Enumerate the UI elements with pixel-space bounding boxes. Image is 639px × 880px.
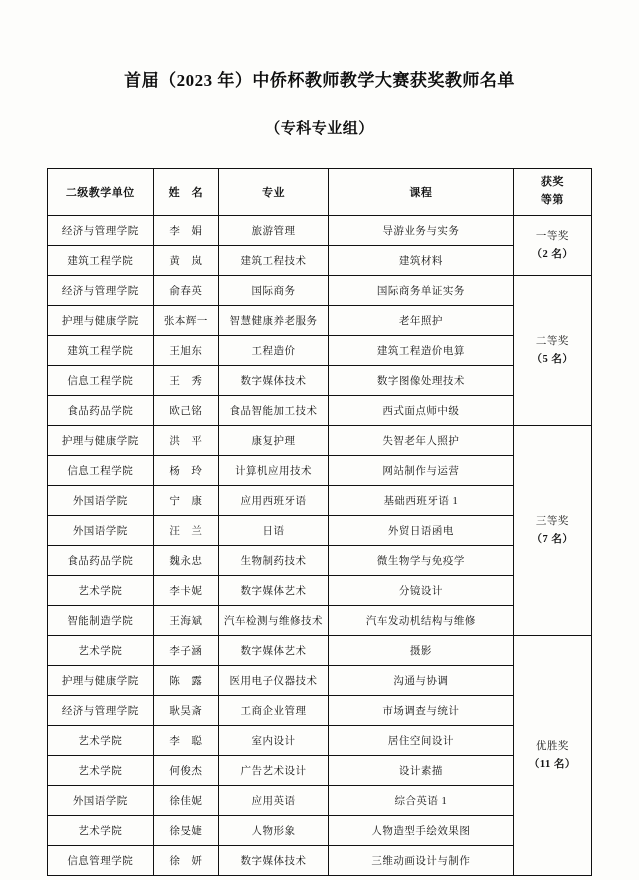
cell-major: 应用英语 [219, 786, 329, 816]
cell-course: 基础西班牙语 1 [328, 486, 513, 516]
table-row [48, 486, 592, 516]
cell-name: 徐 妍 [153, 846, 218, 876]
cell-unit: 艺术学院 [48, 576, 154, 606]
cell-course: 汽车发动机结构与维修 [328, 606, 513, 636]
table-row [48, 636, 592, 666]
cell-name: 欧己铭 [153, 396, 218, 426]
cell-unit: 建筑工程学院 [48, 336, 154, 366]
cell-unit: 食品药品学院 [48, 546, 154, 576]
award-table [47, 168, 592, 876]
cell-unit: 建筑工程学院 [48, 246, 154, 276]
table-row [48, 216, 592, 246]
cell-name: 徐佳妮 [153, 786, 218, 816]
cell-name: 洪 平 [153, 426, 218, 456]
table-row [48, 846, 592, 876]
award-grade-label: 三等奖 [535, 515, 569, 527]
cell-unit: 护理与健康学院 [48, 426, 154, 456]
table-row [48, 726, 592, 756]
cell-course: 沟通与协调 [328, 666, 513, 696]
cell-course: 分镜设计 [328, 576, 513, 606]
column-header-major: 专业 [219, 169, 329, 216]
cell-major: 工程造价 [219, 336, 329, 366]
cell-course: 三维动画设计与制作 [328, 846, 513, 876]
table-header-row [48, 169, 592, 216]
cell-unit: 信息管理学院 [48, 846, 154, 876]
award-grade-label: 一等奖 [535, 230, 569, 242]
cell-course: 摄影 [328, 636, 513, 666]
column-header-award [513, 169, 591, 216]
cell-name: 黄 岚 [153, 246, 218, 276]
cell-major: 食品智能加工技术 [219, 396, 329, 426]
cell-major: 数字媒体艺术 [219, 636, 329, 666]
cell-course: 综合英语 1 [328, 786, 513, 816]
cell-unit: 艺术学院 [48, 756, 154, 786]
cell-name: 徐旻婕 [153, 816, 218, 846]
table-row [48, 786, 592, 816]
cell-name: 王 秀 [153, 366, 218, 396]
cell-course: 失智老年人照护 [328, 426, 513, 456]
cell-major: 国际商务 [219, 276, 329, 306]
cell-unit: 经济与管理学院 [48, 696, 154, 726]
cell-major: 建筑工程技术 [219, 246, 329, 276]
cell-unit: 信息工程学院 [48, 366, 154, 396]
cell-course: 居住空间设计 [328, 726, 513, 756]
table-row [48, 426, 592, 456]
table-header [48, 169, 592, 216]
table-row [48, 516, 592, 546]
table-row [48, 366, 592, 396]
cell-unit: 护理与健康学院 [48, 666, 154, 696]
cell-major: 数字媒体技术 [219, 366, 329, 396]
cell-name: 张本辉一 [153, 306, 218, 336]
cell-unit: 经济与管理学院 [48, 216, 154, 246]
cell-award-grade [513, 216, 591, 276]
cell-major: 医用电子仪器技术 [219, 666, 329, 696]
cell-name: 耿昊斎 [153, 696, 218, 726]
column-header-unit: 二级教学单位 [48, 169, 154, 216]
cell-award-grade [513, 276, 591, 426]
table-row [48, 306, 592, 336]
cell-course: 人物造型手绘效果图 [328, 816, 513, 846]
cell-course: 导游业务与实务 [328, 216, 513, 246]
cell-course: 老年照护 [328, 306, 513, 336]
cell-major: 工商企业管理 [219, 696, 329, 726]
cell-course: 西式面点师中级 [328, 396, 513, 426]
table-row [48, 816, 592, 846]
cell-course: 数字图像处理技术 [328, 366, 513, 396]
page-title: 首届（2023 年）中侨杯教师教学大赛获奖教师名单 [124, 71, 515, 90]
cell-name: 李卡妮 [153, 576, 218, 606]
column-header-award-line1: 获奖 [540, 176, 564, 189]
cell-major: 康复护理 [219, 426, 329, 456]
cell-major: 计算机应用技术 [219, 456, 329, 486]
cell-major: 智慧健康养老服务 [219, 306, 329, 336]
cell-unit: 食品药品学院 [48, 396, 154, 426]
page-subtitle: （专科专业组） [265, 121, 374, 137]
award-grade-label: 优胜奖 [535, 740, 569, 752]
cell-award-grade [513, 636, 591, 876]
cell-major: 室内设计 [219, 726, 329, 756]
award-grade-count: （2 名） [531, 248, 574, 260]
cell-name: 汪 兰 [153, 516, 218, 546]
cell-unit: 艺术学院 [48, 636, 154, 666]
cell-name: 陈 露 [153, 666, 218, 696]
cell-name: 魏永忠 [153, 546, 218, 576]
cell-major: 数字媒体技术 [219, 846, 329, 876]
cell-award-grade [513, 426, 591, 636]
cell-major: 日语 [219, 516, 329, 546]
cell-major: 数字媒体艺术 [219, 576, 329, 606]
table-row [48, 456, 592, 486]
cell-course: 网站制作与运营 [328, 456, 513, 486]
cell-course: 微生物学与免疫学 [328, 546, 513, 576]
table-row [48, 276, 592, 306]
award-grade-count: （5 名） [531, 353, 574, 365]
award-table-wrapper [47, 168, 592, 876]
award-grade-count: （11 名） [528, 758, 576, 770]
cell-name: 俞春英 [153, 276, 218, 306]
cell-name: 宁 康 [153, 486, 218, 516]
award-grade-label: 二等奖 [535, 335, 569, 347]
cell-unit: 护理与健康学院 [48, 306, 154, 336]
cell-name: 王旭东 [153, 336, 218, 366]
cell-major: 应用西班牙语 [219, 486, 329, 516]
table-row [48, 336, 592, 366]
cell-major: 生物制药技术 [219, 546, 329, 576]
cell-course: 设计素描 [328, 756, 513, 786]
cell-unit: 外国语学院 [48, 486, 154, 516]
column-header-award-line2: 等第 [540, 194, 564, 206]
cell-name: 李子涵 [153, 636, 218, 666]
title-block [0, 0, 639, 138]
cell-unit: 经济与管理学院 [48, 276, 154, 306]
cell-unit: 外国语学院 [48, 786, 154, 816]
award-grade-count: （7 名） [531, 533, 574, 545]
table-row [48, 696, 592, 726]
table-row [48, 576, 592, 606]
cell-unit: 艺术学院 [48, 726, 154, 756]
cell-name: 杨 玲 [153, 456, 218, 486]
cell-major: 广告艺术设计 [219, 756, 329, 786]
cell-course: 市场调查与统计 [328, 696, 513, 726]
cell-course: 国际商务单证实务 [328, 276, 513, 306]
cell-name: 何俊杰 [153, 756, 218, 786]
cell-major: 人物形象 [219, 816, 329, 846]
cell-name: 李 娟 [153, 216, 218, 246]
cell-course: 外贸日语函电 [328, 516, 513, 546]
cell-major: 汽车检测与维修技术 [219, 606, 329, 636]
cell-name: 李 聪 [153, 726, 218, 756]
cell-name: 王海斌 [153, 606, 218, 636]
column-header-course: 课程 [328, 169, 513, 216]
table-row [48, 666, 592, 696]
table-body [48, 216, 592, 876]
cell-course: 建筑材料 [328, 246, 513, 276]
table-row [48, 606, 592, 636]
cell-unit: 外国语学院 [48, 516, 154, 546]
cell-unit: 信息工程学院 [48, 456, 154, 486]
cell-course: 建筑工程造价电算 [328, 336, 513, 366]
cell-major: 旅游管理 [219, 216, 329, 246]
column-header-name: 姓 名 [153, 169, 218, 216]
cell-unit: 艺术学院 [48, 816, 154, 846]
table-row [48, 756, 592, 786]
table-row [48, 546, 592, 576]
table-row [48, 246, 592, 276]
cell-unit: 智能制造学院 [48, 606, 154, 636]
table-row [48, 396, 592, 426]
